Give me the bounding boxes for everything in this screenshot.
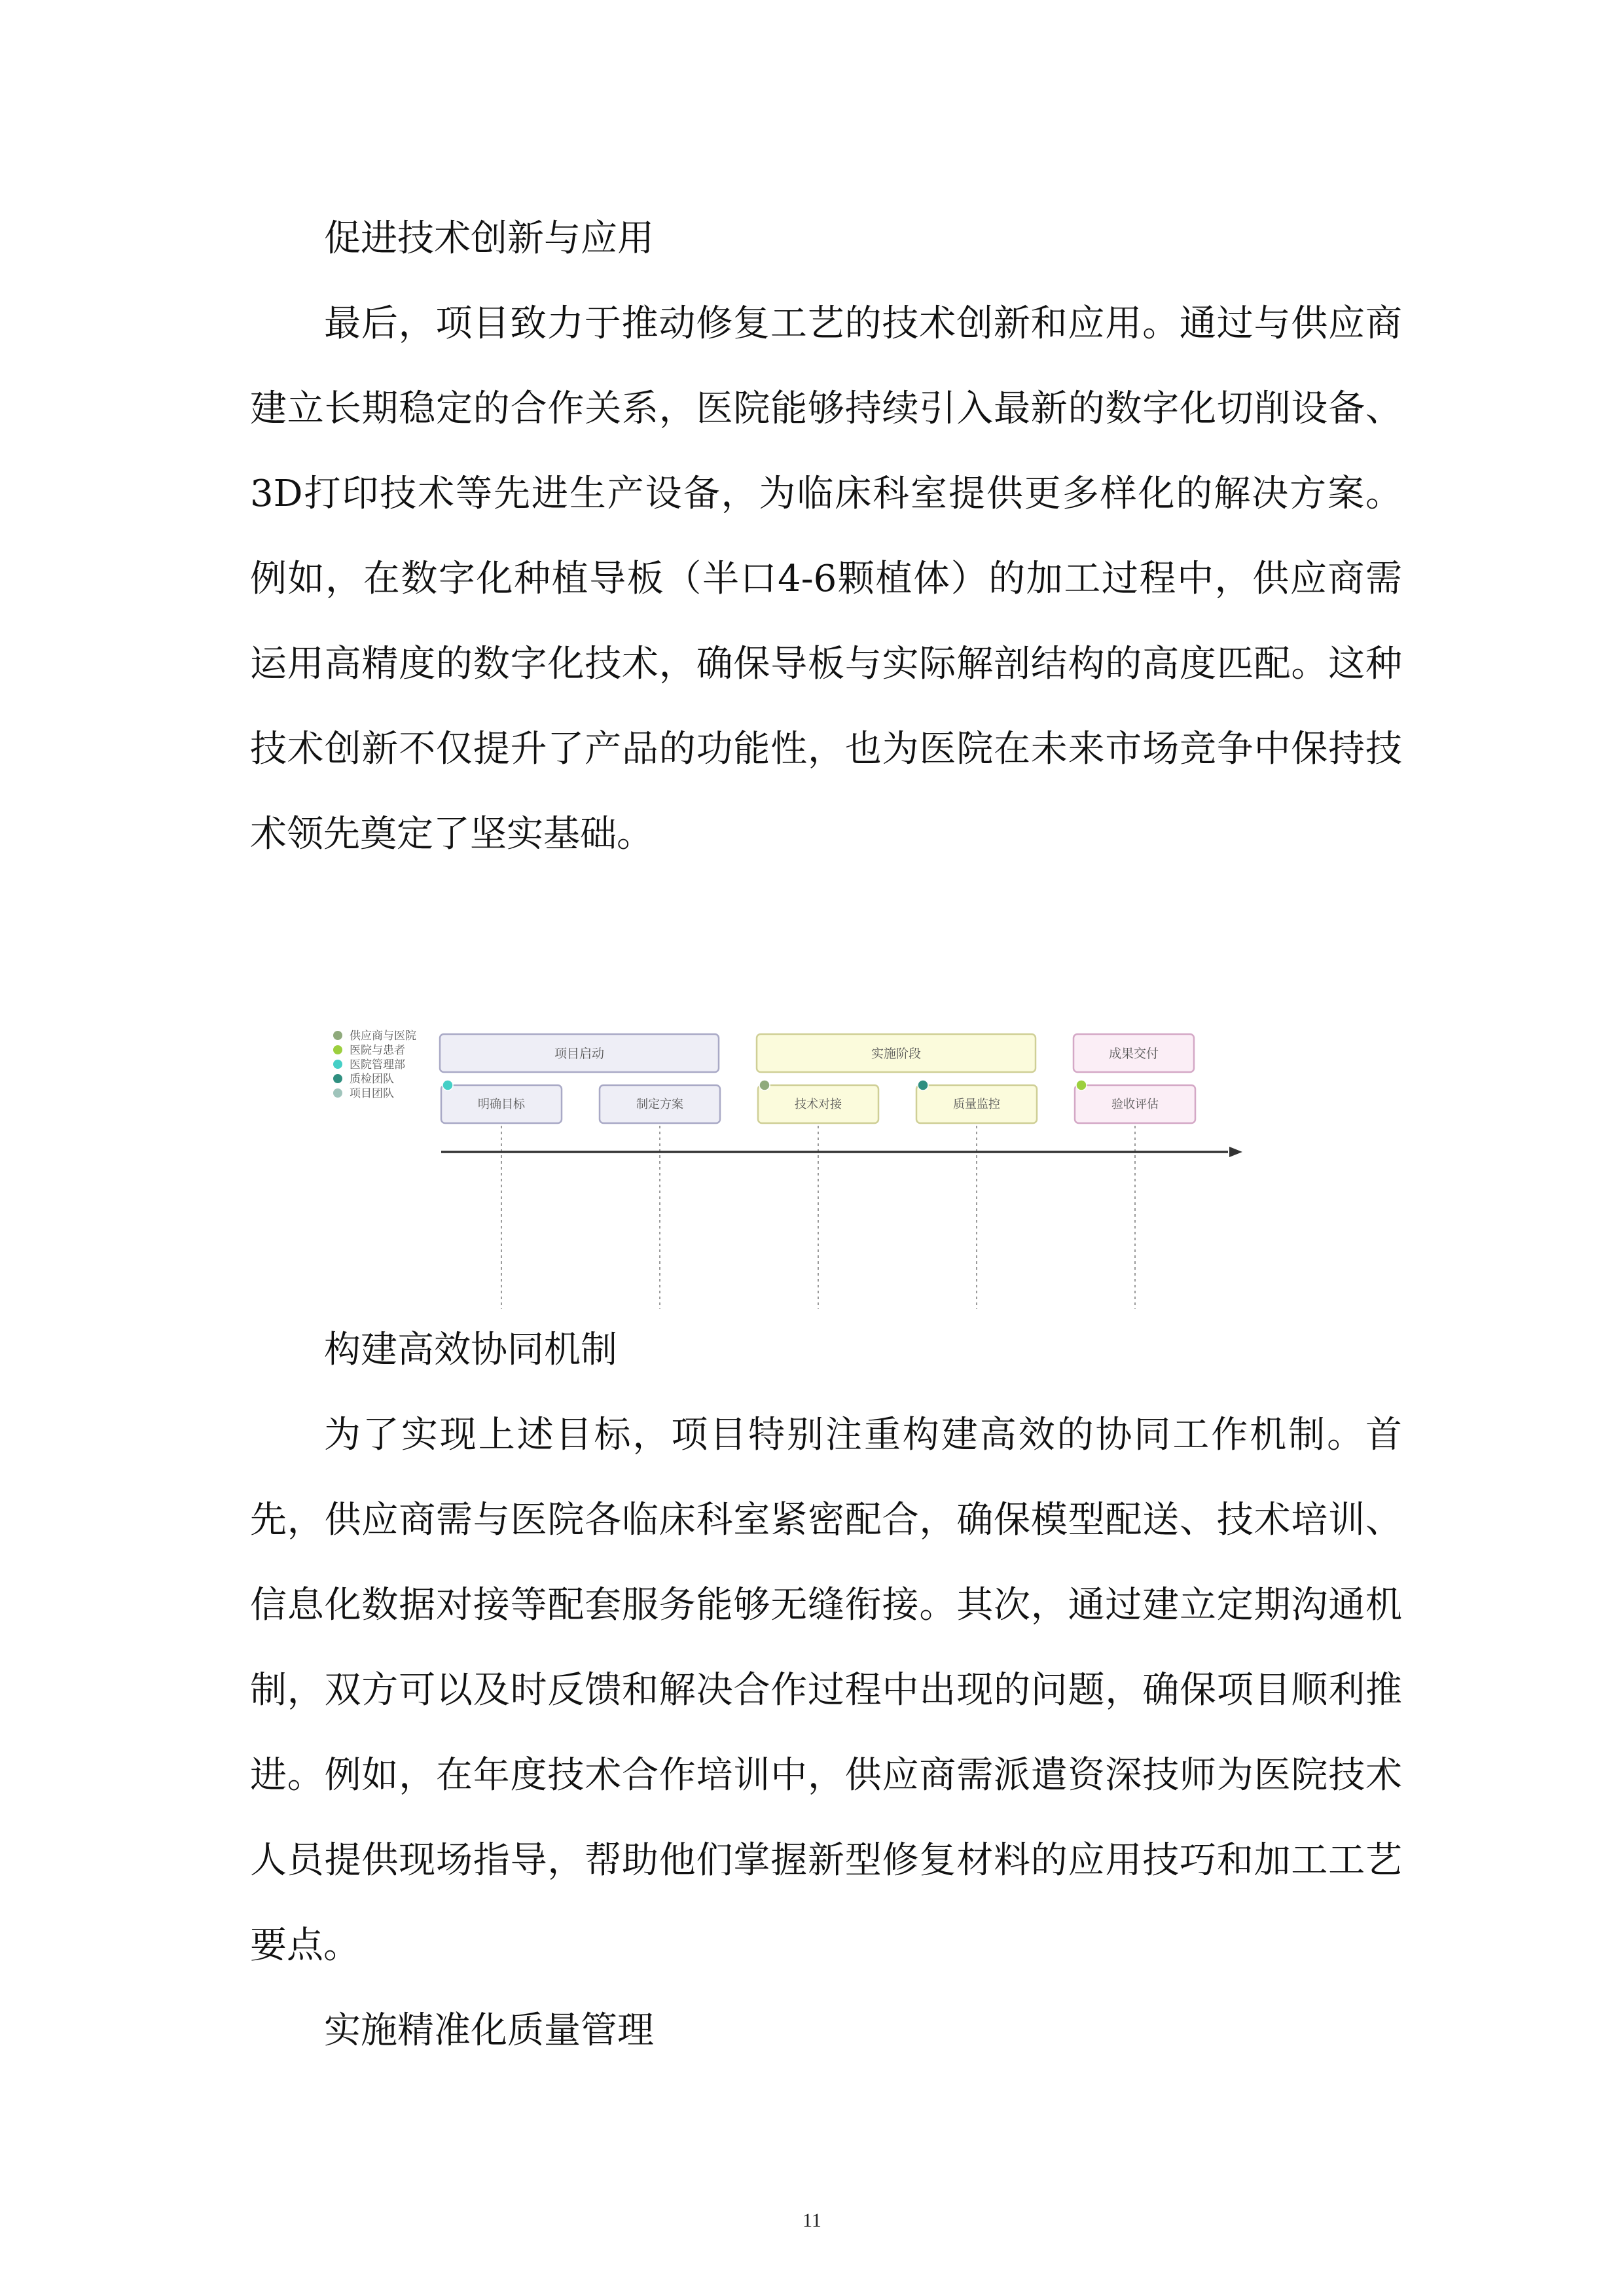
phase-implementation (757, 1034, 1036, 1072)
paragraph-text: 最后，项目致力于推动修复工艺的技术创新和应用。通过与供应商建立长期稳定的合作关系，医院能够持续引入最新的数字化切削设备、3D打印技术等先进生产设备，为临床科室提供更多样化的解决方案。例如，在数字化种植导板（半口4-6颗植体）的加工过程中，供应商需运用高精度的数字化技术，确保导板与实际解剖结构的高度匹配。这种技术创新不仅提升了产品的功能性，也为医院在未来市场竞争中保持技术领先奠定了坚实基础。 (250, 302, 1402, 855)
task-label: 明确目标 (478, 1098, 525, 1111)
timeline-legend (333, 1030, 416, 1100)
section-heading-collaboration: 构建高效协同机制 (324, 1329, 617, 1371)
paragraph-collaboration (250, 1393, 1402, 1988)
task-acceptance-review (1075, 1080, 1195, 1123)
phase-label: 实施阶段 (871, 1047, 922, 1061)
task-marker (759, 1080, 770, 1090)
task-label: 制定方案 (636, 1098, 683, 1111)
task-marker (1076, 1080, 1087, 1090)
paragraph-text: 为了实现上述目标，项目特别注重构建高效的协同工作机制。首先，供应商需与医院各临床科室紧密配合，确保模型配送、技术培训、信息化数据对接等配套服务能够无缝衔接。其次，通过建立定期沟通机制，双方可以及时反馈和解决合作过程中出现的问题，确保项目顺利推进。例如，在年度技术合作培训中，供应商需派遣资深技师为医院技术人员提供现场指导，帮助他们掌握新型修复材料的应用技巧和加工工艺要点。 (250, 1414, 1402, 1967)
task-tech-integration (758, 1080, 878, 1123)
task-marker (442, 1080, 453, 1090)
phase-delivery (1074, 1034, 1194, 1072)
phase-project-start (440, 1034, 719, 1072)
legend-label: 项目团队 (350, 1087, 394, 1100)
dashed-guides (501, 1126, 1135, 1309)
section-heading-quality-management: 实施精准化质量管理 (324, 2009, 654, 2052)
task-quality-control (916, 1080, 1037, 1123)
legend-marker (333, 1031, 342, 1040)
section-heading-tech-innovation: 促进技术创新与应用 (324, 217, 654, 260)
phase-label: 成果交付 (1108, 1047, 1159, 1061)
project-timeline-diagram (326, 1021, 1255, 1309)
phase-boxes (440, 1034, 1194, 1072)
legend-label: 质检团队 (350, 1073, 394, 1086)
legend-marker (333, 1088, 342, 1098)
arrow-icon (1229, 1147, 1242, 1157)
legend-label: 医院管理部 (350, 1058, 405, 1071)
task-label: 技术对接 (795, 1098, 842, 1111)
legend-marker (333, 1074, 342, 1083)
task-label: 质量监控 (953, 1098, 1000, 1111)
legend-marker (333, 1060, 342, 1069)
task-label: 验收评估 (1111, 1098, 1159, 1111)
legend-label: 医院与患者 (350, 1044, 405, 1057)
legend-marker (333, 1045, 342, 1054)
task-define-goals (441, 1080, 562, 1123)
task-make-plan (600, 1085, 720, 1123)
page-number: 11 (803, 2210, 821, 2231)
task-boxes (441, 1080, 1195, 1123)
phase-label: 项目启动 (554, 1047, 605, 1061)
legend-label: 供应商与医院 (350, 1030, 416, 1043)
paragraph-tech-innovation (250, 281, 1402, 877)
task-marker (918, 1080, 928, 1090)
time-axis (441, 1147, 1242, 1157)
